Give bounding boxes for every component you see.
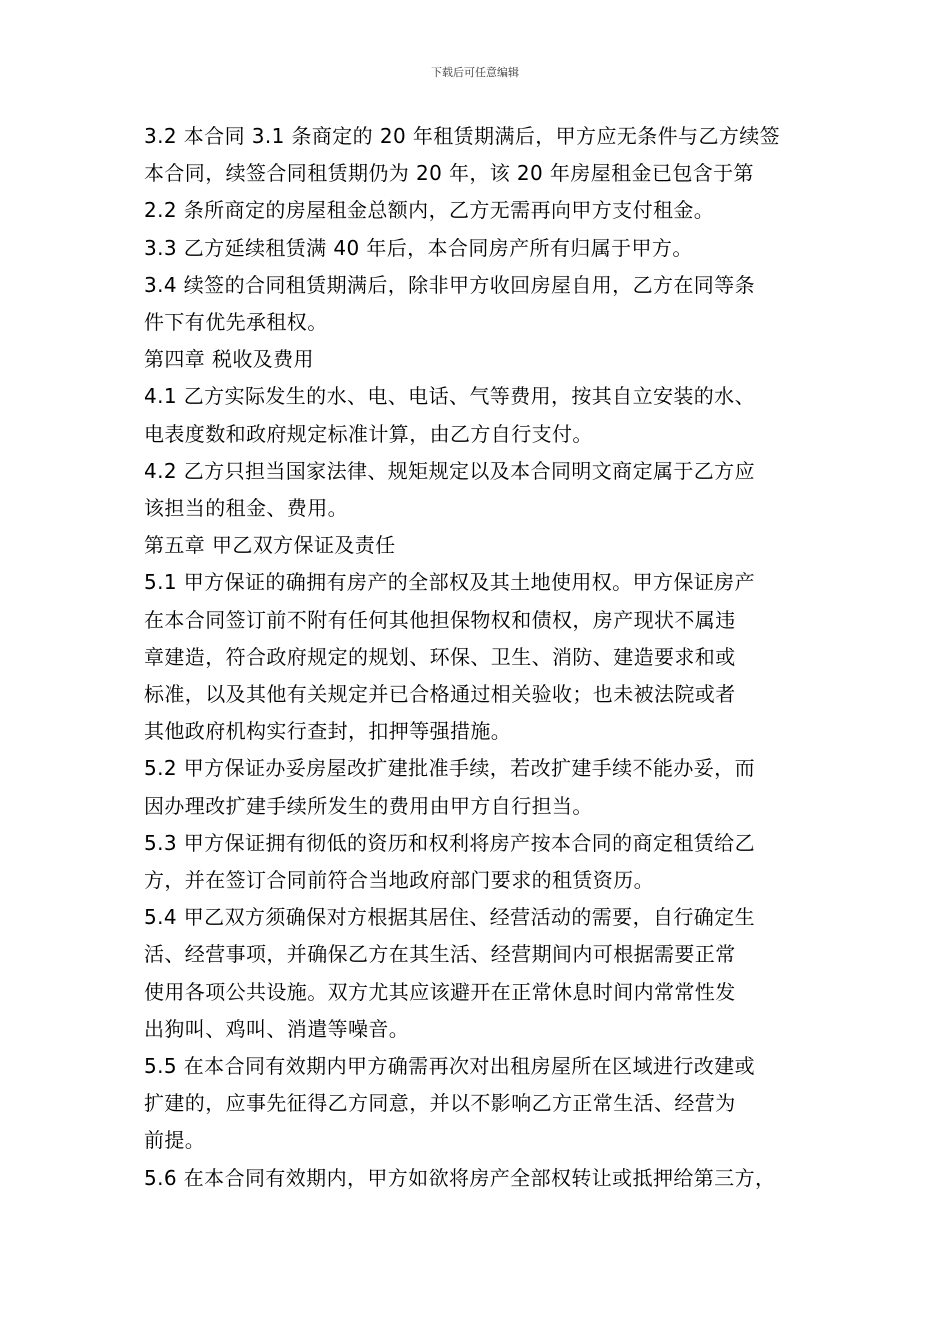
page-header-note: 下载后可任意编辑 [431, 66, 519, 79]
text-line: 5.3 甲方保证拥有彻低的资历和权利将房产按本合同的商定租赁给乙 [144, 830, 755, 855]
chapter-heading: 第四章 税收及费用 [144, 347, 314, 372]
chapter-heading: 第五章 甲乙双方保证及责任 [144, 533, 396, 558]
text-line: 电表度数和政府规定标准计算，由乙方自行支付。 [144, 421, 593, 446]
text-line: 4.2 乙方只担当国家法律、规矩规定以及本合同明文商定属于乙方应 [144, 458, 755, 483]
text-line: 2.2 条所商定的房屋租金总额内，乙方无需再向甲方支付租金。 [144, 198, 715, 223]
text-line: 标准，以及其他有关规定并已合格通过相关验收；也未被法院或者 [144, 682, 736, 707]
text-line: 在本合同签订前不附有任何其他担保物权和债权，房产现状不属违 [144, 607, 736, 632]
text-line: 5.6 在本合同有效期内，甲方如欲将房产全部权转让或抵押给第三方， [144, 1165, 776, 1190]
text-line: 该担当的租金、费用。 [144, 496, 348, 521]
text-line: 方，并在签订合同前符合当地政府部门要求的租赁资历。 [144, 868, 654, 893]
text-line: 4.1 乙方实际发生的水、电、电话、气等费用，按其自立安装的水、 [144, 384, 755, 409]
text-line: 其他政府机构实行查封，扣押等强措施。 [144, 719, 512, 744]
text-line: 本合同，续签合同租赁期仍为 20 年，该 20 年房屋租金已包含于第 [144, 161, 754, 186]
text-line: 前提。 [144, 1128, 206, 1153]
text-line: 章建造，符合政府规定的规划、环保、卫生、消防、建造要求和或 [144, 644, 736, 669]
text-line: 因办理改扩建手续所发生的费用由甲方自行担当。 [144, 793, 593, 818]
text-line: 5.4 甲乙双方须确保对方根据其居住、经营活动的需要，自行确定生 [144, 905, 755, 930]
text-line: 3.4 续签的合同租赁期满后，除非甲方收回房屋自用，乙方在同等条 [144, 272, 755, 297]
text-line: 件下有优先承租权。 [144, 310, 328, 335]
text-line: 5.2 甲方保证办妥房屋改扩建批准手续，若改扩建手续不能办妥，而 [144, 756, 755, 781]
text-line: 扩建的，应事先征得乙方同意，并以不影响乙方正常生活、经营为 [144, 1091, 736, 1116]
text-line: 3.3 乙方延续租赁满 40 年后，本合同房产所有归属于甲方。 [144, 235, 693, 260]
text-line: 使用各项公共设施。双方尤其应该避开在正常休息时间内常常性发 [144, 979, 736, 1004]
text-line: 出狗叫、鸡叫、消遣等噪音。 [144, 1016, 410, 1041]
text-line: 3.2 本合同 3.1 条商定的 20 年租赁期满后，甲方应无条件与乙方续签 [144, 124, 781, 148]
text-line: 5.1 甲方保证的确拥有房产的全部权及其土地使用权。甲方保证房产 [144, 570, 755, 595]
document-body [144, 118, 820, 1197]
text-line: 5.5 在本合同有效期内甲方确需再次对出租房屋所在区域进行改建或 [144, 1054, 755, 1079]
text-line: 活、经营事项，并确保乙方在其生活、经营期间内可根据需要正常 [144, 942, 736, 967]
